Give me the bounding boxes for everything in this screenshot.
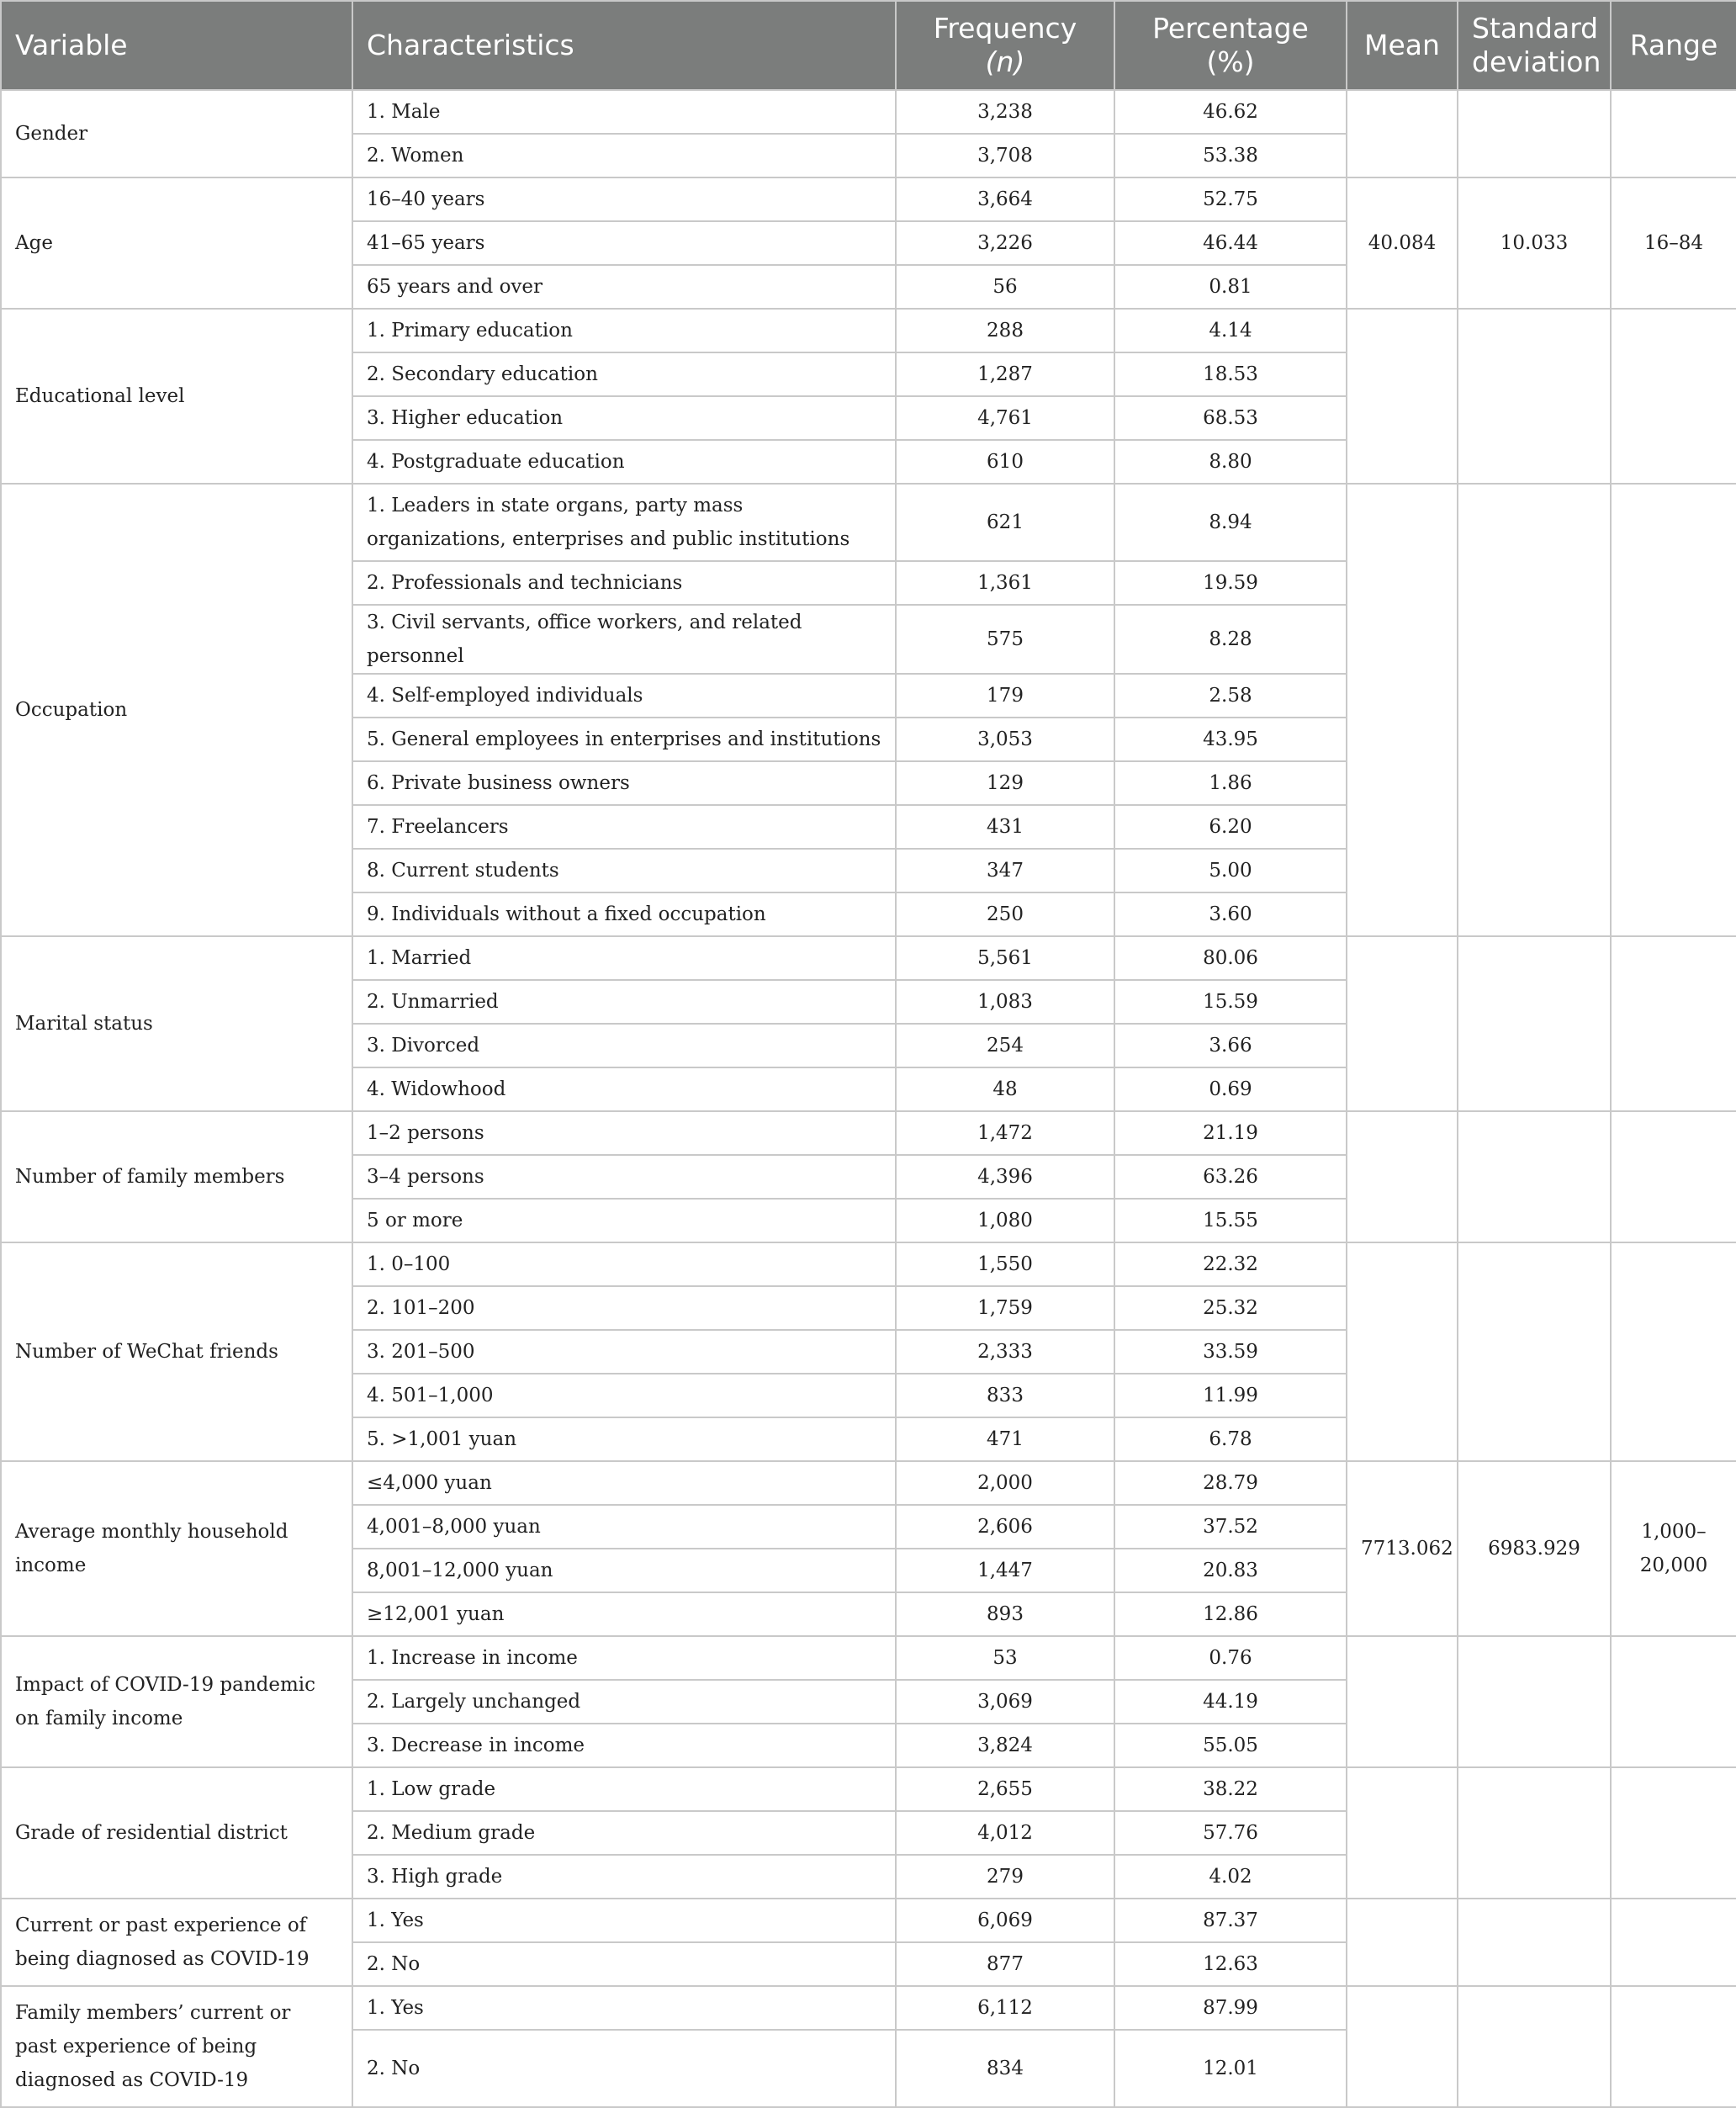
range-cell <box>1611 1986 1736 2107</box>
range-cell <box>1611 1242 1736 1461</box>
frequency-cell: 610 <box>896 440 1114 484</box>
characteristic-cell: 1. Yes <box>352 1986 896 2030</box>
range-cell <box>1611 1899 1736 1986</box>
characteristic-cell: 1. Low grade <box>352 1767 896 1811</box>
mean-cell <box>1347 309 1458 484</box>
frequency-cell: 6,069 <box>896 1899 1114 1942</box>
variable-cell: Family members’ current or past experience of being diagnosed as COVID-19 <box>1 1986 352 2107</box>
frequency-cell: 1,447 <box>896 1549 1114 1592</box>
frequency-cell: 179 <box>896 674 1114 718</box>
characteristic-cell: 3. Divorced <box>352 1024 896 1067</box>
percentage-cell: 37.52 <box>1114 1505 1347 1549</box>
frequency-cell: 431 <box>896 805 1114 849</box>
frequency-cell: 1,550 <box>896 1242 1114 1286</box>
table-row <box>1 1461 1736 1505</box>
frequency-cell: 3,226 <box>896 221 1114 265</box>
characteristic-cell: 1–2 persons <box>352 1111 896 1155</box>
percentage-cell: 2.58 <box>1114 674 1347 718</box>
variable-cell: Marital status <box>1 936 352 1111</box>
frequency-cell: 2,333 <box>896 1330 1114 1374</box>
range-cell <box>1611 1767 1736 1899</box>
variable-cell: Average monthly household income <box>1 1461 352 1636</box>
percentage-cell: 5.00 <box>1114 849 1347 892</box>
table-row <box>1 1636 1736 1680</box>
characteristic-cell: 2. 101–200 <box>352 1286 896 1330</box>
characteristic-cell: 1. Yes <box>352 1899 896 1942</box>
percentage-cell: 20.83 <box>1114 1549 1347 1592</box>
header-mean: Mean <box>1347 1 1458 90</box>
percentage-cell: 4.02 <box>1114 1855 1347 1899</box>
frequency-cell: 3,664 <box>896 177 1114 221</box>
sd-cell <box>1458 90 1611 177</box>
variable-cell: Impact of COVID-19 pandemic on family income <box>1 1636 352 1767</box>
table-row <box>1 1111 1736 1155</box>
characteristic-cell: 16–40 years <box>352 177 896 221</box>
percentage-cell: 33.59 <box>1114 1330 1347 1374</box>
sd-cell <box>1458 1242 1611 1461</box>
range-cell <box>1611 484 1736 936</box>
characteristic-cell: 1. Male <box>352 90 896 134</box>
percentage-cell: 46.44 <box>1114 221 1347 265</box>
variable-cell: Grade of residential district <box>1 1767 352 1899</box>
percentage-cell: 52.75 <box>1114 177 1347 221</box>
percentage-cell: 4.14 <box>1114 309 1347 352</box>
percentage-cell: 87.37 <box>1114 1899 1347 1942</box>
characteristic-cell: 2. Medium grade <box>352 1811 896 1855</box>
characteristic-cell: 1. Increase in income <box>352 1636 896 1680</box>
range-cell <box>1611 936 1736 1111</box>
percentage-cell: 8.94 <box>1114 484 1347 561</box>
characteristic-cell: 5. >1,001 yuan <box>352 1417 896 1461</box>
sd-cell <box>1458 1899 1611 1986</box>
characteristic-cell: 8,001–12,000 yuan <box>352 1549 896 1592</box>
mean-cell <box>1347 1899 1458 1986</box>
characteristic-cell: 1. Leaders in state organs, party mass organizations, enterprises and public institutions <box>352 484 896 561</box>
characteristic-cell: 1. Married <box>352 936 896 980</box>
sd-cell: 10.033 <box>1458 177 1611 309</box>
percentage-cell: 8.80 <box>1114 440 1347 484</box>
variable-cell: Age <box>1 177 352 309</box>
percentage-cell: 1.86 <box>1114 761 1347 805</box>
frequency-cell: 3,238 <box>896 90 1114 134</box>
frequency-cell: 834 <box>896 2030 1114 2107</box>
characteristic-cell: 2. Professionals and technicians <box>352 561 896 605</box>
sd-cell <box>1458 1767 1611 1899</box>
characteristic-cell: 6. Private business owners <box>352 761 896 805</box>
frequency-cell: 893 <box>896 1592 1114 1636</box>
table-row <box>1 1899 1736 1942</box>
header-percentage: Percentage (%) <box>1114 1 1347 90</box>
frequency-cell: 279 <box>896 1855 1114 1899</box>
sd-cell <box>1458 1986 1611 2107</box>
percentage-cell: 53.38 <box>1114 134 1347 177</box>
mean-cell <box>1347 1636 1458 1767</box>
frequency-cell: 1,080 <box>896 1199 1114 1242</box>
mean-cell <box>1347 936 1458 1111</box>
percentage-cell: 12.86 <box>1114 1592 1347 1636</box>
frequency-cell: 129 <box>896 761 1114 805</box>
table-row <box>1 484 1736 561</box>
characteristic-cell: 9. Individuals without a fixed occupation <box>352 892 896 936</box>
frequency-cell: 48 <box>896 1067 1114 1111</box>
table-body <box>1 90 1736 2107</box>
frequency-cell: 1,287 <box>896 352 1114 396</box>
percentage-cell: 25.32 <box>1114 1286 1347 1330</box>
mean-cell: 7713.062 <box>1347 1461 1458 1636</box>
characteristic-cell: ≥12,001 yuan <box>352 1592 896 1636</box>
percentage-cell: 12.01 <box>1114 2030 1347 2107</box>
header-frequency <box>896 1 1114 90</box>
frequency-cell: 575 <box>896 605 1114 674</box>
frequency-cell: 3,824 <box>896 1724 1114 1767</box>
table-row <box>1 177 1736 221</box>
header-frequency-label: Frequency <box>933 12 1077 45</box>
mean-cell <box>1347 484 1458 936</box>
characteristic-cell: 3. High grade <box>352 1855 896 1899</box>
frequency-cell: 4,012 <box>896 1811 1114 1855</box>
percentage-cell: 18.53 <box>1114 352 1347 396</box>
frequency-cell: 2,000 <box>896 1461 1114 1505</box>
frequency-cell: 5,561 <box>896 936 1114 980</box>
percentage-cell: 46.62 <box>1114 90 1347 134</box>
characteristic-cell: 2. Largely unchanged <box>352 1680 896 1724</box>
sd-cell <box>1458 1111 1611 1242</box>
percentage-cell: 55.05 <box>1114 1724 1347 1767</box>
characteristic-cell: 5. General employees in enterprises and institutions <box>352 718 896 761</box>
characteristic-cell: 4. 501–1,000 <box>352 1374 896 1417</box>
characteristic-cell: 2. No <box>352 2030 896 2107</box>
percentage-cell: 80.06 <box>1114 936 1347 980</box>
mean-cell <box>1347 90 1458 177</box>
percentage-cell: 87.99 <box>1114 1986 1347 2030</box>
percentage-cell: 11.99 <box>1114 1374 1347 1417</box>
table-row <box>1 90 1736 134</box>
range-cell: 16–84 <box>1611 177 1736 309</box>
characteristic-cell: 4. Widowhood <box>352 1067 896 1111</box>
frequency-cell: 4,761 <box>896 396 1114 440</box>
frequency-cell: 347 <box>896 849 1114 892</box>
characteristic-cell: 2. No <box>352 1942 896 1986</box>
sd-cell <box>1458 309 1611 484</box>
table-row <box>1 1986 1736 2030</box>
header-characteristics: Characteristics <box>352 1 896 90</box>
frequency-cell: 1,361 <box>896 561 1114 605</box>
characteristic-cell: 3. Civil servants, office workers, and related personnel <box>352 605 896 674</box>
percentage-cell: 15.59 <box>1114 980 1347 1024</box>
header-row <box>1 1 1736 90</box>
header-variable: Variable <box>1 1 352 90</box>
characteristic-cell: 1. 0–100 <box>352 1242 896 1286</box>
variable-cell: Gender <box>1 90 352 177</box>
percentage-cell: 38.22 <box>1114 1767 1347 1811</box>
header-range: Range <box>1611 1 1736 90</box>
percentage-cell: 0.81 <box>1114 265 1347 309</box>
percentage-cell: 6.78 <box>1114 1417 1347 1461</box>
variable-cell: Educational level <box>1 309 352 484</box>
characteristic-cell: 4,001–8,000 yuan <box>352 1505 896 1549</box>
percentage-cell: 21.19 <box>1114 1111 1347 1155</box>
range-cell <box>1611 90 1736 177</box>
frequency-cell: 471 <box>896 1417 1114 1461</box>
percentage-cell: 57.76 <box>1114 1811 1347 1855</box>
frequency-cell: 3,053 <box>896 718 1114 761</box>
percentage-cell: 44.19 <box>1114 1680 1347 1724</box>
sd-cell <box>1458 484 1611 936</box>
table-row <box>1 309 1736 352</box>
range-cell <box>1611 1111 1736 1242</box>
variable-cell: Occupation <box>1 484 352 936</box>
frequency-cell: 53 <box>896 1636 1114 1680</box>
table-row <box>1 936 1736 980</box>
characteristic-cell: 65 years and over <box>352 265 896 309</box>
percentage-cell: 68.53 <box>1114 396 1347 440</box>
percentage-cell: 22.32 <box>1114 1242 1347 1286</box>
characteristic-cell: 3. 201–500 <box>352 1330 896 1374</box>
mean-cell <box>1347 1767 1458 1899</box>
percentage-cell: 12.63 <box>1114 1942 1347 1986</box>
percentage-cell: 63.26 <box>1114 1155 1347 1199</box>
mean-cell <box>1347 1242 1458 1461</box>
variable-cell: Number of WeChat friends <box>1 1242 352 1461</box>
percentage-cell: 8.28 <box>1114 605 1347 674</box>
characteristic-cell: 3–4 persons <box>352 1155 896 1199</box>
range-cell: 1,000–20,000 <box>1611 1461 1736 1636</box>
percentage-cell: 43.95 <box>1114 718 1347 761</box>
frequency-cell: 621 <box>896 484 1114 561</box>
mean-cell: 40.084 <box>1347 177 1458 309</box>
variable-cell: Current or past experience of being diagnosed as COVID-19 <box>1 1899 352 1986</box>
characteristic-cell: ≤4,000 yuan <box>352 1461 896 1505</box>
characteristic-cell: 3. Higher education <box>352 396 896 440</box>
percentage-cell: 0.69 <box>1114 1067 1347 1111</box>
characteristic-cell: 5 or more <box>352 1199 896 1242</box>
table-row <box>1 1242 1736 1286</box>
frequency-cell: 250 <box>896 892 1114 936</box>
table-row <box>1 1767 1736 1811</box>
frequency-cell: 254 <box>896 1024 1114 1067</box>
frequency-cell: 3,069 <box>896 1680 1114 1724</box>
mean-cell <box>1347 1111 1458 1242</box>
characteristic-cell: 2. Secondary education <box>352 352 896 396</box>
header-frequency-n: (n) <box>985 45 1025 78</box>
percentage-cell: 0.76 <box>1114 1636 1347 1680</box>
sd-cell <box>1458 936 1611 1111</box>
frequency-cell: 56 <box>896 265 1114 309</box>
characteristic-cell: 7. Freelancers <box>352 805 896 849</box>
variable-cell: Number of family members <box>1 1111 352 1242</box>
frequency-cell: 3,708 <box>896 134 1114 177</box>
percentage-cell: 28.79 <box>1114 1461 1347 1505</box>
percentage-cell: 3.66 <box>1114 1024 1347 1067</box>
percentage-cell: 3.60 <box>1114 892 1347 936</box>
characteristic-cell: 8. Current students <box>352 849 896 892</box>
frequency-cell: 4,396 <box>896 1155 1114 1199</box>
characteristic-cell: 1. Primary education <box>352 309 896 352</box>
characteristic-cell: 2. Women <box>352 134 896 177</box>
frequency-cell: 1,472 <box>896 1111 1114 1155</box>
frequency-cell: 288 <box>896 309 1114 352</box>
frequency-cell: 1,083 <box>896 980 1114 1024</box>
sd-cell: 6983.929 <box>1458 1461 1611 1636</box>
frequency-cell: 877 <box>896 1942 1114 1986</box>
characteristic-cell: 2. Unmarried <box>352 980 896 1024</box>
characteristic-cell: 4. Self-employed individuals <box>352 674 896 718</box>
characteristic-cell: 3. Decrease in income <box>352 1724 896 1767</box>
percentage-cell: 6.20 <box>1114 805 1347 849</box>
frequency-cell: 833 <box>896 1374 1114 1417</box>
frequency-cell: 2,606 <box>896 1505 1114 1549</box>
percentage-cell: 15.55 <box>1114 1199 1347 1242</box>
frequency-cell: 6,112 <box>896 1986 1114 2030</box>
range-cell <box>1611 309 1736 484</box>
characteristic-cell: 4. Postgraduate education <box>352 440 896 484</box>
frequency-cell: 2,655 <box>896 1767 1114 1811</box>
sd-cell <box>1458 1636 1611 1767</box>
header-standard-deviation: Standard deviation <box>1458 1 1611 90</box>
mean-cell <box>1347 1986 1458 2107</box>
characteristic-cell: 41–65 years <box>352 221 896 265</box>
percentage-cell: 19.59 <box>1114 561 1347 605</box>
range-cell <box>1611 1636 1736 1767</box>
frequency-cell: 1,759 <box>896 1286 1114 1330</box>
